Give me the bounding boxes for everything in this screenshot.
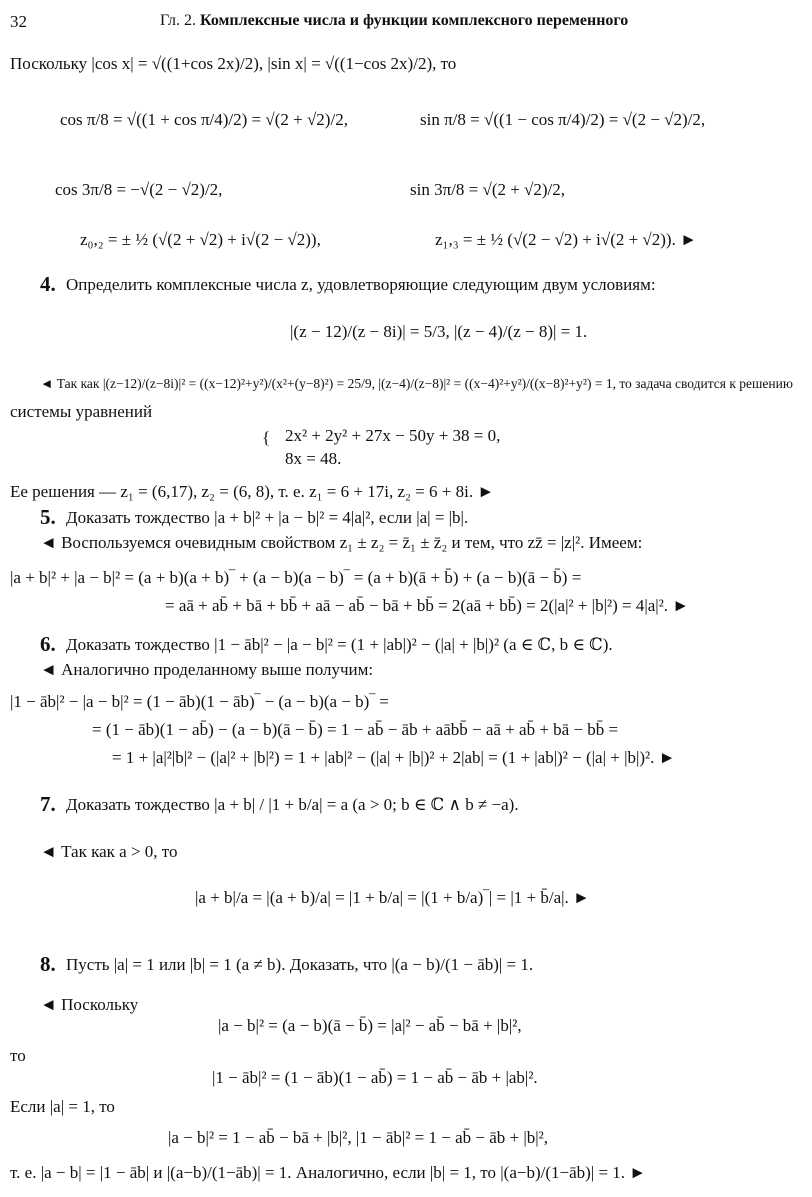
formula-line: z₁,₃ = ± ½ (√(2 − √2) + i√(2 + √2)). ► (435, 230, 697, 249)
formula-line: |1 − āb|² − |a − b|² = (1 − āb)(1 − āb)‾ − (a − b)(a − b)‾ = (10, 692, 389, 711)
solution-line: ◄ Так как |(z−12)/(z−8i)|² = ((x−12)²+y²)/(x²+(y−8)²) = 25/9, |(z−4)/(z−8)|² = ((x−4)²+y²)/((x−8)²+y²) = 1, то задача сводится к решению (40, 376, 793, 391)
formula-line: 2x² + 2y² + 27x − 50y + 38 = 0, (285, 426, 501, 445)
formula-line: = (1 − āb)(1 − ab̄) − (a − b)(ā − b̄) = 1 − ab̄ − āb + aābb̄ − aā + ab̄ + bā − bb̄ = (92, 720, 619, 739)
problem-number: 5. (40, 505, 56, 529)
problem-statement: Доказать тождество |1 − āb|² − |a − b|² = (1 + |ab|)² − (|a| + |b|)² (a ∈ ℂ, b ∈ ℂ). (66, 635, 613, 654)
problem-statement: Доказать тождество |a + b| / |1 + b/a| = a (a > 0; b ∈ ℂ ∧ b ≠ −a). (66, 795, 519, 814)
text-line: системы уравнений (10, 402, 153, 421)
text-line: Ее решения — z₁ = (6,17), z₂ = (6, 8), т. е. z₁ = 6 + 17i, z₂ = 6 + 8i. ► (10, 482, 495, 501)
formula-line: |a − b|² = 1 − ab̄ − bā + |b|², |1 − āb|² = 1 − ab̄ − āb + |b|², (168, 1128, 549, 1147)
formula-line: |1 − āb|² = (1 − āb)(1 − ab̄) = 1 − ab̄ − āb + |ab|². (212, 1068, 538, 1087)
formula-line: |a + b|² + |a − b|² = (a + b)(a + b)‾ + (a − b)(a − b)‾ = (a + b)(ā + b̄) + (a − b)(ā − b̄) = (10, 568, 582, 587)
formula-line: |a + b|/a = |(a + b)/a| = |1 + b/a| = |(1 + b/a)‾| = |1 + b̄/a|. ► (195, 888, 590, 907)
chapter-label: Гл. 2. (160, 12, 197, 29)
problem-statement: Пусть |a| = 1 или |b| = 1 (a ≠ b). Доказать, что |(a − b)/(1 − āb)| = 1. (66, 955, 534, 974)
formula-line: sin 3π/8 = √(2 + √2)/2, (410, 180, 566, 199)
formula-line: = 1 + |a|²|b|² − (|a|² + |b|²) = 1 + |ab|² − (|a| + |b|)² + 2|ab| = (1 + |ab|)² − (|a| + |b|)². ► (112, 748, 676, 767)
text-line: Поскольку |cos x| = √((1+cos 2x)/2), |sin x| = √((1−cos 2x)/2), то (10, 54, 457, 73)
formula-line: cos π/8 = √((1 + cos π/4)/2) = √(2 + √2)/2, (60, 110, 348, 129)
problem-number: 7. (40, 792, 56, 816)
text-line: Если |a| = 1, то (10, 1097, 115, 1116)
formula-line: z₀,₂ = ± ½ (√(2 + √2) + i√(2 − √2)), (80, 230, 321, 249)
formula-line: |a − b|² = (a − b)(ā − b̄) = |a|² − ab̄ − bā + |b|², (218, 1016, 522, 1035)
text-line: т. е. |a − b| = |1 − āb| и |(a−b)/(1−āb)| = 1. Аналогично, если |b| = 1, то |(a−b)/(1−āb)| = 1. ► (10, 1163, 647, 1182)
solution-line: ◄ Аналогично проделанному выше получим: (40, 660, 374, 679)
solution-line: ◄ Так как a > 0, то (40, 842, 178, 861)
formula-line: |(z − 12)/(z − 8i)| = 5/3, |(z − 4)/(z − 8)| = 1. (290, 322, 588, 341)
formula-line: = aā + ab̄ + bā + bb̄ + aā − ab̄ − bā + bb̄ = 2(aā + bb̄) = 2(|a|² + |b|²) = 4|a|². ► (165, 596, 690, 615)
problem-statement: Доказать тождество |a + b|² + |a − b|² = 4|a|², если |a| = |b|. (66, 508, 469, 527)
problem-number: 6. (40, 632, 56, 656)
problem-statement: Определить комплексные числа z, удовлетворяющие следующим двум условиям: (66, 275, 656, 294)
page-number: 32 (10, 12, 27, 31)
formula-line: cos 3π/8 = −√(2 − √2)/2, (55, 180, 223, 199)
formula-line: 8x = 48. (285, 449, 342, 468)
formula-line: sin π/8 = √((1 − cos π/4)/2) = √(2 − √2)/2, (420, 110, 706, 129)
system-brace: { (262, 428, 271, 447)
solution-line: ◄ Воспользуемся очевидным свойством z₁ ± z₂ = z̄₁ ± z̄₂ и тем, что zz̄ = |z|². Имеем: (40, 533, 643, 552)
text-line: то (10, 1046, 26, 1065)
chapter-title: Комплексные числа и функции комплексного переменного (200, 12, 629, 29)
problem-number: 4. (40, 272, 56, 296)
running-header (160, 12, 628, 30)
problem-number: 8. (40, 952, 56, 976)
solution-line: ◄ Поскольку (40, 995, 139, 1014)
